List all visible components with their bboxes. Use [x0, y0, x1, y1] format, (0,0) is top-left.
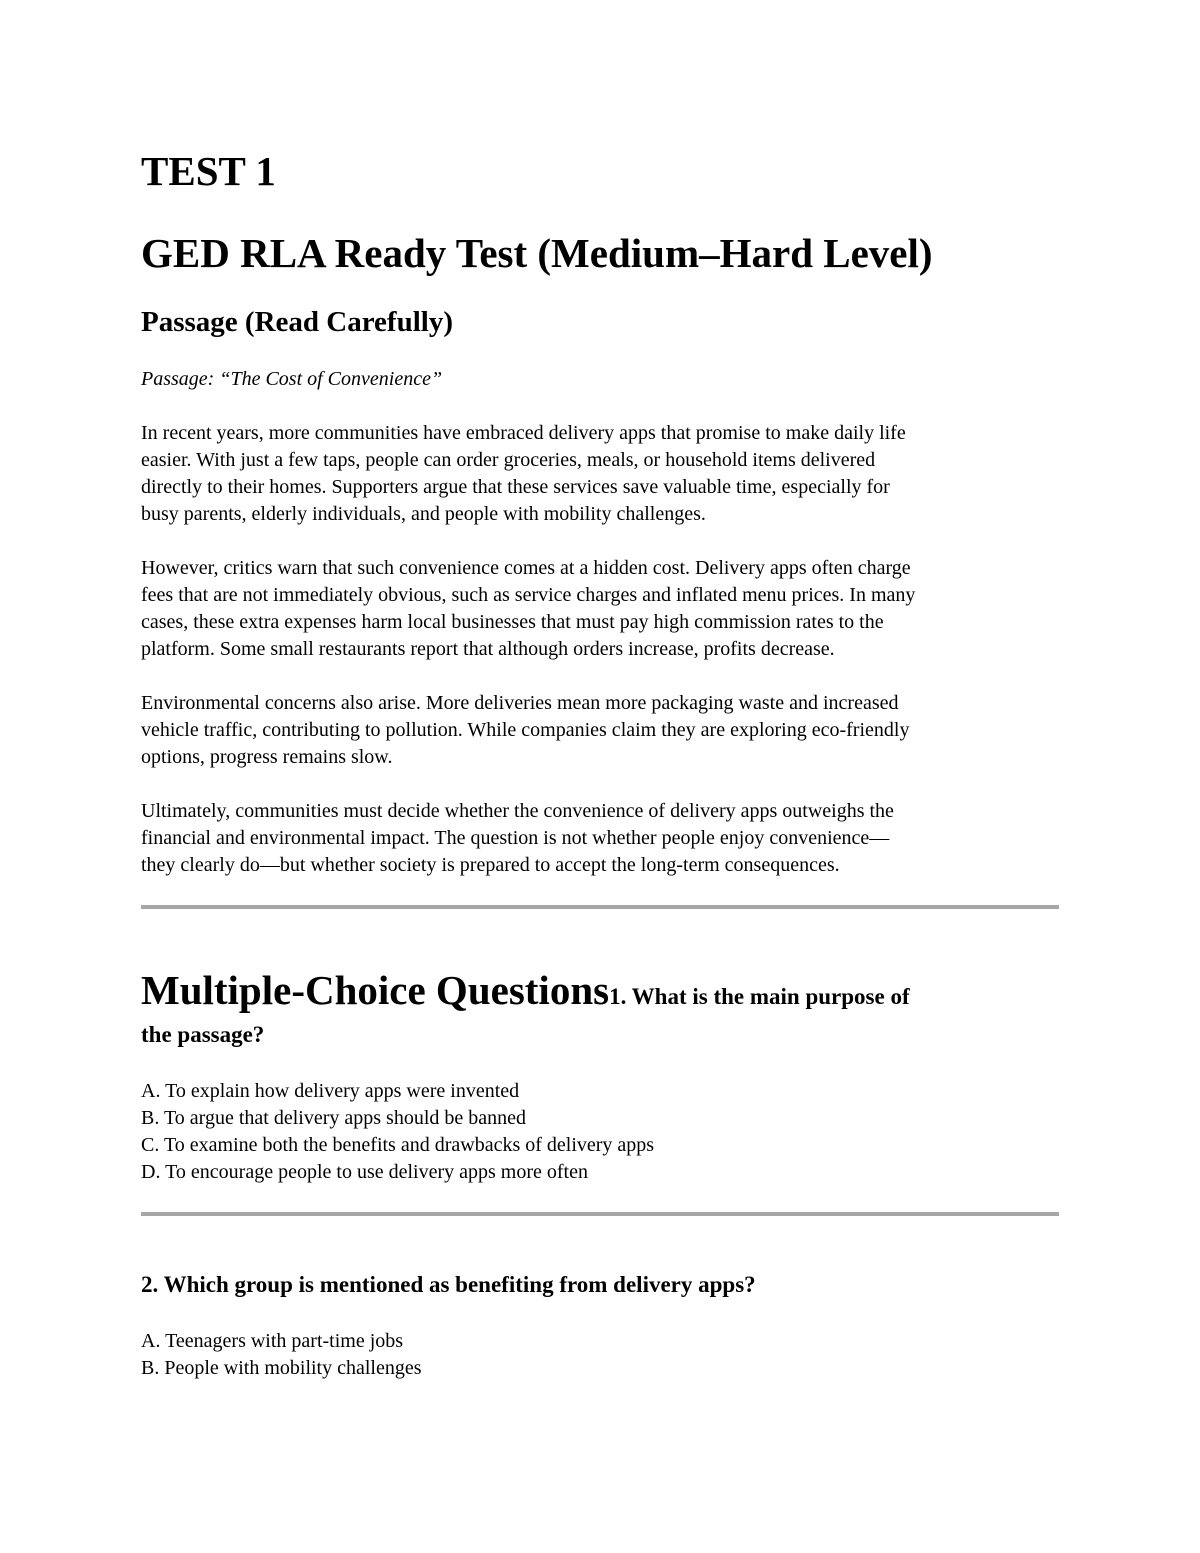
passage-heading: Passage (Read Carefully): [141, 306, 453, 338]
paragraph-line: platform. Some small restaurants report that although orders increase, profits decrease.: [141, 638, 835, 660]
horizontal-rule: [141, 905, 1059, 909]
passage-paragraph-4: [141, 798, 1061, 879]
question-2-text: 2. Which group is mentioned as benefiting from delivery apps?: [141, 1272, 756, 1297]
paragraph-line: Environmental concerns also arise. More deliveries mean more packaging waste and increased: [141, 692, 899, 714]
document-content: [141, 148, 1061, 1382]
question-1-text-continued: the passage?: [141, 1022, 265, 1047]
main-title: GED RLA Ready Test (Medium–Hard Level): [141, 230, 933, 276]
question-2-options: [141, 1328, 1061, 1382]
option-b: B. People with mobility challenges: [141, 1357, 422, 1379]
paragraph-line: financial and environmental impact. The question is not whether people enjoy convenience—: [141, 827, 890, 849]
option-a: A. Teenagers with part-time jobs: [141, 1330, 404, 1352]
question-1-options: [141, 1078, 1061, 1186]
paragraph-line: easier. With just a few taps, people can order groceries, meals, or household items delivered: [141, 449, 876, 471]
paragraph-line: options, progress remains slow.: [141, 746, 393, 768]
passage-paragraph-1: [141, 420, 1061, 528]
paragraph-line: In recent years, more communities have embraced delivery apps that promise to make daily life: [141, 422, 906, 444]
passage-paragraph-2: [141, 555, 1061, 663]
mc-heading: Multiple-Choice Questions: [141, 967, 610, 1013]
paragraph-line: they clearly do—but whether society is prepared to accept the long-term consequences.: [141, 854, 840, 876]
paragraph-line: Ultimately, communities must decide whether the convenience of delivery apps outweighs the: [141, 800, 894, 822]
paragraph-line: However, critics warn that such convenience comes at a hidden cost. Delivery apps often charge: [141, 557, 911, 579]
paragraph-line: cases, these extra expenses harm local businesses that must pay high commission rates to the: [141, 611, 884, 633]
question-1-block: [141, 967, 1061, 1052]
horizontal-rule: [141, 1212, 1059, 1216]
option-d: D. To encourage people to use delivery apps more often: [141, 1161, 588, 1183]
test-title: TEST 1: [141, 148, 276, 194]
paragraph-line: directly to their homes. Supporters argue that these services save valuable time, especially for: [141, 476, 890, 498]
paragraph-line: fees that are not immediately obvious, such as service charges and inflated menu prices. In many: [141, 584, 916, 606]
passage-caption: Passage: “The Cost of Convenience”: [141, 368, 443, 390]
option-b: B. To argue that delivery apps should be banned: [141, 1107, 526, 1129]
paragraph-line: busy parents, elderly individuals, and people with mobility challenges.: [141, 503, 706, 525]
option-a: A. To explain how delivery apps were invented: [141, 1080, 520, 1102]
paragraph-line: vehicle traffic, contributing to pollution. While companies claim they are exploring eco-friendly: [141, 719, 910, 741]
passage-paragraph-3: [141, 690, 1061, 771]
question-1-text: 1. What is the main purpose of: [609, 984, 910, 1009]
option-c: C. To examine both the benefits and drawbacks of delivery apps: [141, 1134, 655, 1156]
